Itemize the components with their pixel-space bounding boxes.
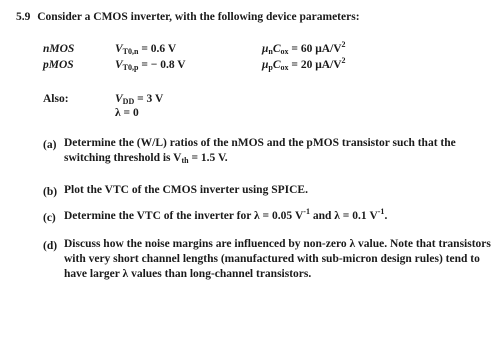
nmos-k-value: = 60 μA/V bbox=[288, 43, 342, 55]
vdd-value bbox=[115, 94, 163, 106]
vdd-number: = 3 V bbox=[134, 93, 164, 105]
part-d-text: Discuss how the noise margins are influenced by non-zero λ value. Note that transistors with very short channel lengths (manufactured with sub-micron design rules) tend to have larger λ values than long-channel transistors. bbox=[64, 238, 491, 280]
pmos-cox-subscript: ox bbox=[280, 63, 289, 72]
part-a-label: (a) bbox=[43, 139, 57, 151]
nmos-mu-subscript: n bbox=[268, 47, 273, 56]
part-c-text: Determine the VTC of the inverter for λ = 0.05 $V^{-1}$ and λ = 0.1 $V^{-1}$. bbox=[64, 207, 388, 222]
nmos-label: nMOS bbox=[43, 43, 75, 55]
pmos-threshold bbox=[115, 60, 186, 72]
pmos-mu-subscript: p bbox=[268, 63, 273, 72]
nmos-k-exponent: 2 bbox=[341, 40, 346, 49]
part-b-label: (b) bbox=[43, 186, 58, 198]
problem-number: 5.9 bbox=[16, 11, 31, 23]
problem-title: Consider a CMOS inverter, with the following device parameters: bbox=[37, 11, 360, 23]
part-a-text: Determine the (W/L) ratios of the nMOS and the pMOS transistor such that the switching threshold is $V_{th} = 1.5$ V. bbox=[64, 137, 456, 165]
problem-header bbox=[16, 12, 360, 24]
nmos-threshold bbox=[115, 44, 176, 56]
also-label: Also: bbox=[43, 93, 69, 105]
nmos-cox-subscript: ox bbox=[280, 47, 289, 56]
pmos-k-exponent: 2 bbox=[341, 56, 346, 65]
vdd-symbol: V bbox=[115, 93, 123, 105]
nmos-vt-symbol: V bbox=[115, 43, 123, 55]
part-c-label: (c) bbox=[43, 212, 56, 224]
nmos-transconductance: $\mu_nC_{ox} = 60$ $\mu A/V^2$ bbox=[262, 40, 346, 56]
nmos-vt-value: = 0.6 V bbox=[138, 43, 177, 55]
pmos-vt-symbol: V bbox=[115, 59, 123, 71]
lambda-value: λ = 0 bbox=[115, 107, 139, 119]
nmos-vt-subscript: T0,n bbox=[122, 47, 139, 56]
pmos-transconductance: $\mu_pC_{ox} = 20$ $\mu A/V^2$ bbox=[262, 56, 346, 72]
pmos-label: pMOS bbox=[43, 59, 74, 71]
pmos-vt-subscript: T0,p bbox=[122, 63, 139, 72]
pmos-k-value: = 20 μA/V bbox=[288, 59, 342, 71]
part-b-text: Plot the VTC of the CMOS inverter using SPICE. bbox=[64, 184, 308, 196]
vth-subscript: th bbox=[181, 156, 189, 165]
part-d-label: (d) bbox=[43, 240, 58, 252]
pmos-vt-value: = − 0.8 V bbox=[138, 59, 186, 71]
vdd-subscript: DD bbox=[122, 97, 135, 106]
